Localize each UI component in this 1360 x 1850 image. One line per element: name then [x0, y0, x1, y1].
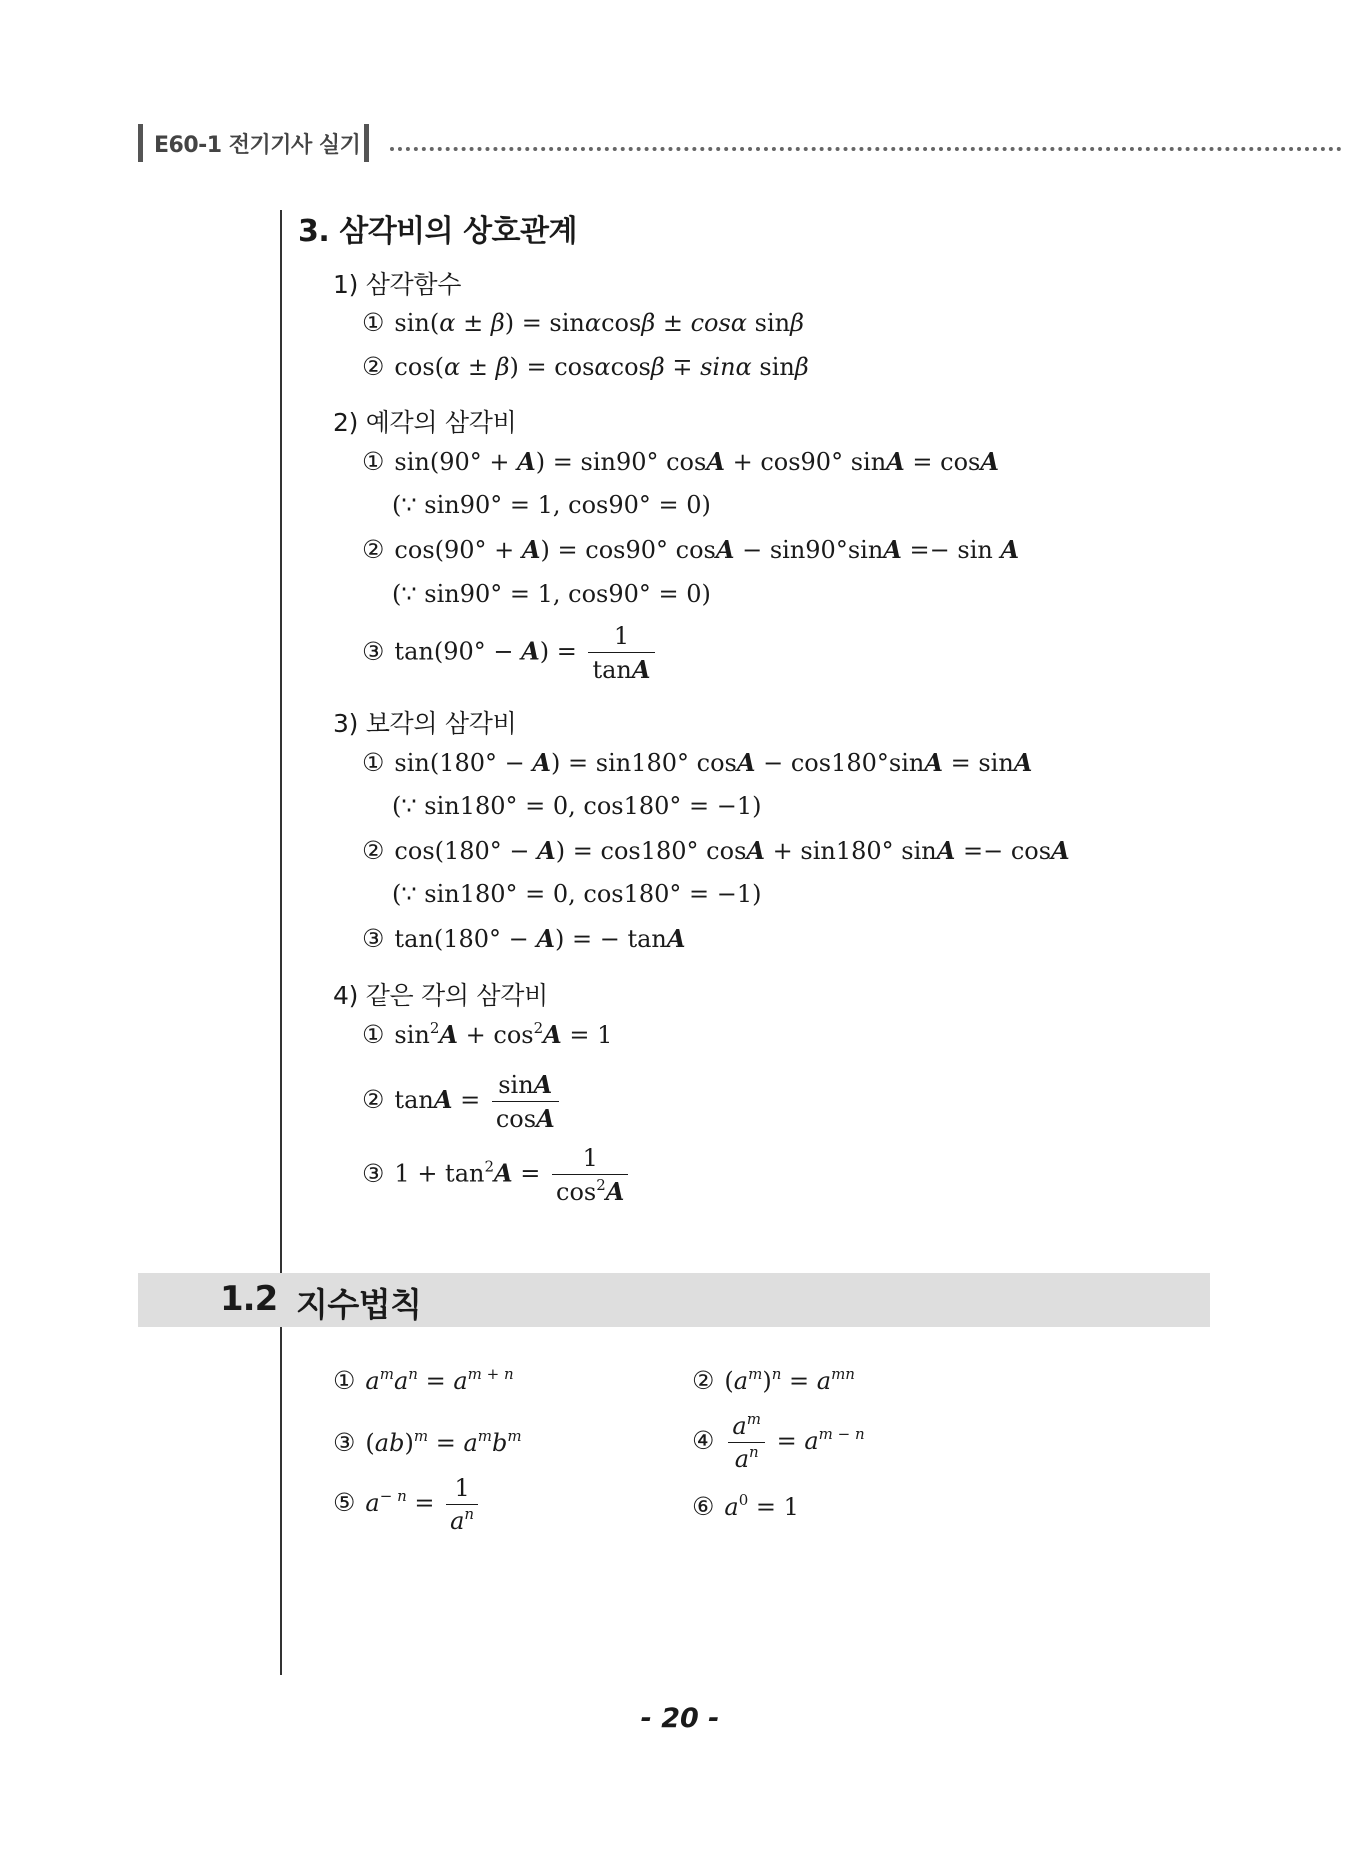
- section-title: 3. 삼각비의 상호관계: [298, 214, 577, 249]
- formula-4-3: ③ $1 + \tan^2A$ = $\frac{1}{\cos^2A}$: [362, 1144, 632, 1206]
- formula-1-1: ① sin(α ± β) = sinαcosβ ± cosα sinβ: [362, 308, 804, 337]
- formula-2-1-note: (∵ sin90° = 1, cos90° = 0): [392, 491, 711, 519]
- subsection-2-title: 2) 예각의 삼각비: [333, 408, 517, 437]
- exp-law-6: ⑥ $a^0 = 1$: [692, 1491, 799, 1521]
- exp-law-4: ④ $\frac{a^m}{a^n}$ = $a^{m - n}$: [692, 1410, 865, 1473]
- header-title: E60-1 전기기사 실기: [154, 133, 361, 158]
- formula-4-2: ② tanA = $\frac{\sin A}{\cos A}$: [362, 1070, 563, 1133]
- formula-2-1: ① sin(90° + A) = sin90° cosA + cos90° sinA = cosA: [362, 447, 999, 476]
- exp-law-5: ⑤ $a^{- n}$ = $\frac{1}{a^n}$: [333, 1474, 482, 1535]
- exp-law-1: ① $a^ma^n = a^{m + n}$: [333, 1365, 514, 1395]
- formula-1-2: ② cos(α ± β) = cosαcosβ ∓ sinα sinβ: [362, 352, 809, 381]
- header-dotted-rule: [390, 147, 1342, 151]
- exp-law-2: ② $(a^m)^n = a^{mn}$: [692, 1365, 855, 1395]
- formula-2-2-note: (∵ sin90° = 1, cos90° = 0): [392, 580, 711, 608]
- header-bar-right: [364, 124, 369, 162]
- page-number: - 20 -: [640, 1703, 720, 1734]
- vertical-rule: [280, 210, 282, 1675]
- header-bar-left: [138, 124, 143, 162]
- subsection-3-title: 3) 보각의 삼각비: [333, 709, 517, 738]
- subsection-1-title: 1) 삼각함수: [333, 270, 462, 299]
- section-number: 1.2: [220, 1279, 278, 1319]
- subsection-4-title: 4) 같은 각의 삼각비: [333, 981, 548, 1010]
- formula-4-1: ① $\sin^2A + \cos^2A = 1$: [362, 1019, 613, 1049]
- exp-law-3: ③ $(ab)^m = a^mb^m$: [333, 1427, 522, 1457]
- section-title-exponent: 지수법칙: [296, 1285, 422, 1324]
- formula-3-2-note: (∵ sin180° = 0, cos180° = −1): [392, 880, 762, 908]
- formula-2-3: ③ tan(90° − A) = $\frac{1}{\tan A}$: [362, 622, 659, 684]
- formula-2-2: ② cos(90° + A) = cos90° cosA − sin90°sinA =− sin A: [362, 535, 1020, 564]
- formula-3-2: ② cos(180° − A) = cos180° cosA + sin180° sinA =− cosA: [362, 836, 1070, 865]
- formula-3-3: ③ tan(180° − A) = − tanA: [362, 924, 686, 953]
- formula-3-1-note: (∵ sin180° = 0, cos180° = −1): [392, 792, 762, 820]
- formula-3-1: ① sin(180° − A) = sin180° cosA − cos180°sinA = sinA: [362, 748, 1033, 777]
